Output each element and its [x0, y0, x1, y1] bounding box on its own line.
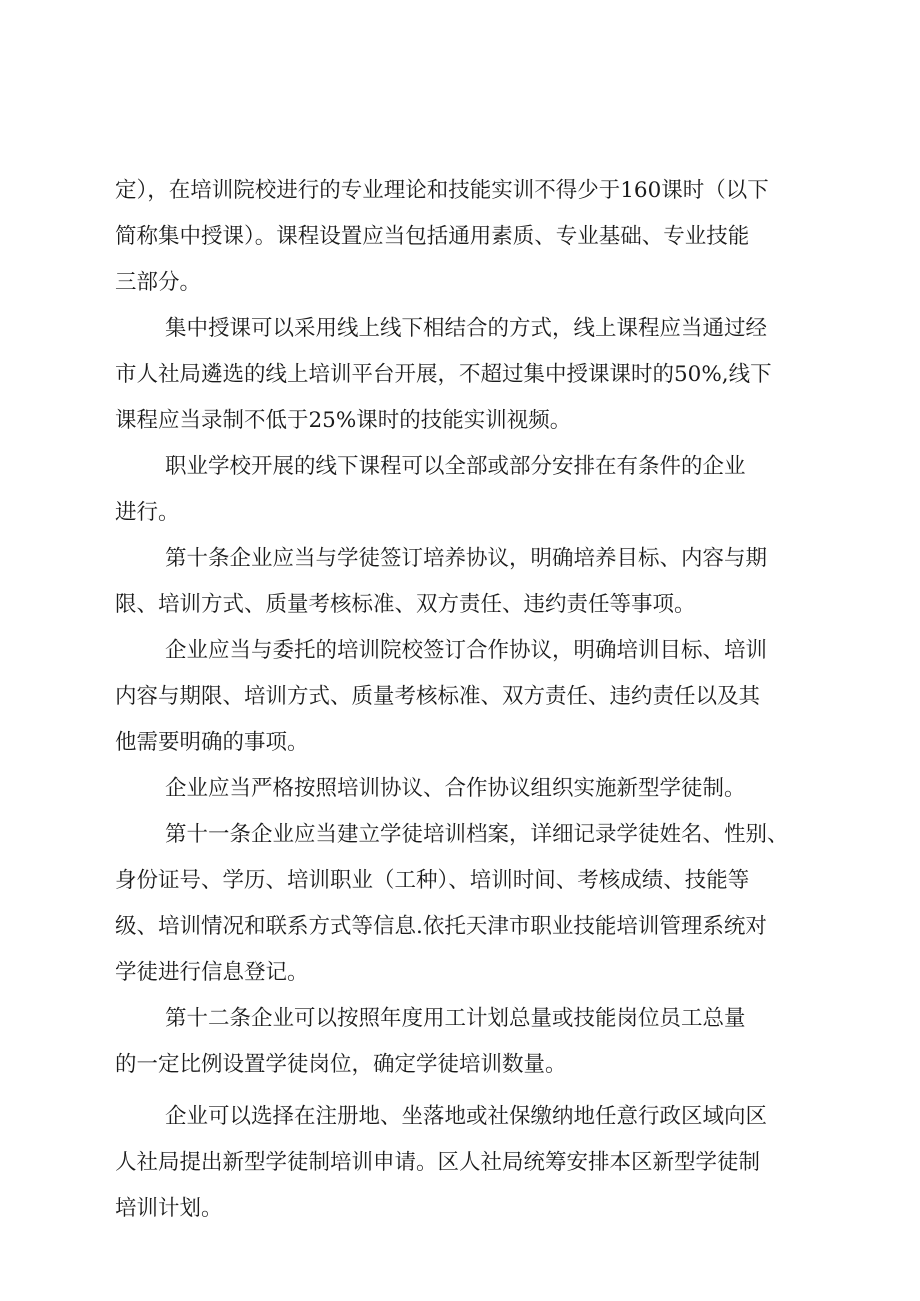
paragraph-online-offline — [115, 306, 815, 444]
text-line: 职业学校开展的线下课程可以全部或部分安排在有条件的企业 — [165, 454, 746, 479]
text-line: 课程应当录制不低于25%课时的技能实训视频。 — [115, 408, 572, 433]
text-line: 企业可以选择在注册地、坐落地或社保缴纳地任意行政区域向区 — [165, 1104, 768, 1129]
paragraph-article-12 — [115, 996, 815, 1088]
text-line: 第十条企业应当与学徒签订培养协议，明确培养目标、内容与期 — [165, 546, 768, 571]
paragraph-article-10 — [115, 536, 815, 628]
text-line: 身份证号、学历、培训职业（工种）、培训时间、考核成绩、技能等 — [115, 868, 750, 893]
text-line: 级、培训情况和联系方式等信息.依托天津市职业技能培训管理系统对 — [115, 914, 767, 939]
text-line: 第十一条企业应当建立学徒培训档案，详细记录学徒姓名、性别、 — [165, 822, 789, 847]
text-line: 三部分。 — [115, 270, 202, 295]
paragraph-cooperation-agreement — [115, 628, 815, 766]
text-line: 内容与期限、培训方式、质量考核标准、双方责任、违约责任以及其 — [115, 684, 761, 709]
text-line: 企业应当与委托的培训院校签订合作协议，明确培训目标、培训 — [165, 638, 768, 663]
text-line: 学徒进行信息登记。 — [115, 960, 309, 985]
paragraph-application — [115, 1094, 815, 1232]
text-line: 限、培训方式、质量考核标准、双方责任、违约责任等事项。 — [115, 592, 696, 617]
paragraph-course-hours — [115, 168, 815, 306]
paragraph-vocational-school — [115, 444, 815, 536]
text-line: 企业应当严格按照培训协议、合作协议组织实施新型学徒制。 — [165, 776, 746, 801]
text-line: 培训计划。 — [115, 1196, 223, 1221]
text-line: 他需要明确的事项。 — [115, 730, 309, 755]
text-line: 简称集中授课）。课程设置应当包括通用素质、专业基础、专业技能 — [115, 224, 750, 249]
text-line: 进行。 — [115, 500, 180, 525]
text-line: 第十二条企业可以按照年度用工计划总量或技能岗位员工总量 — [165, 1006, 746, 1031]
document-body — [115, 168, 815, 1232]
text-line: 集中授课可以采用线上线下相结合的方式，线上课程应当通过经 — [165, 316, 768, 341]
text-line: 市人社局遴选的线上培训平台开展，不超过集中授课课时的50%,线下 — [115, 362, 772, 387]
text-line: 人社局提出新型学徒制培训申请。区人社局统筹安排本区新型学徒制 — [115, 1150, 761, 1175]
paragraph-article-11 — [115, 812, 815, 996]
paragraph-implementation — [115, 766, 815, 812]
text-line: 定），在培训院校进行的专业理论和技能实训不得少于160课时（以下 — [115, 178, 769, 203]
text-line: 的一定比例设置学徒岗位，确定学徒培训数量。 — [115, 1052, 567, 1077]
